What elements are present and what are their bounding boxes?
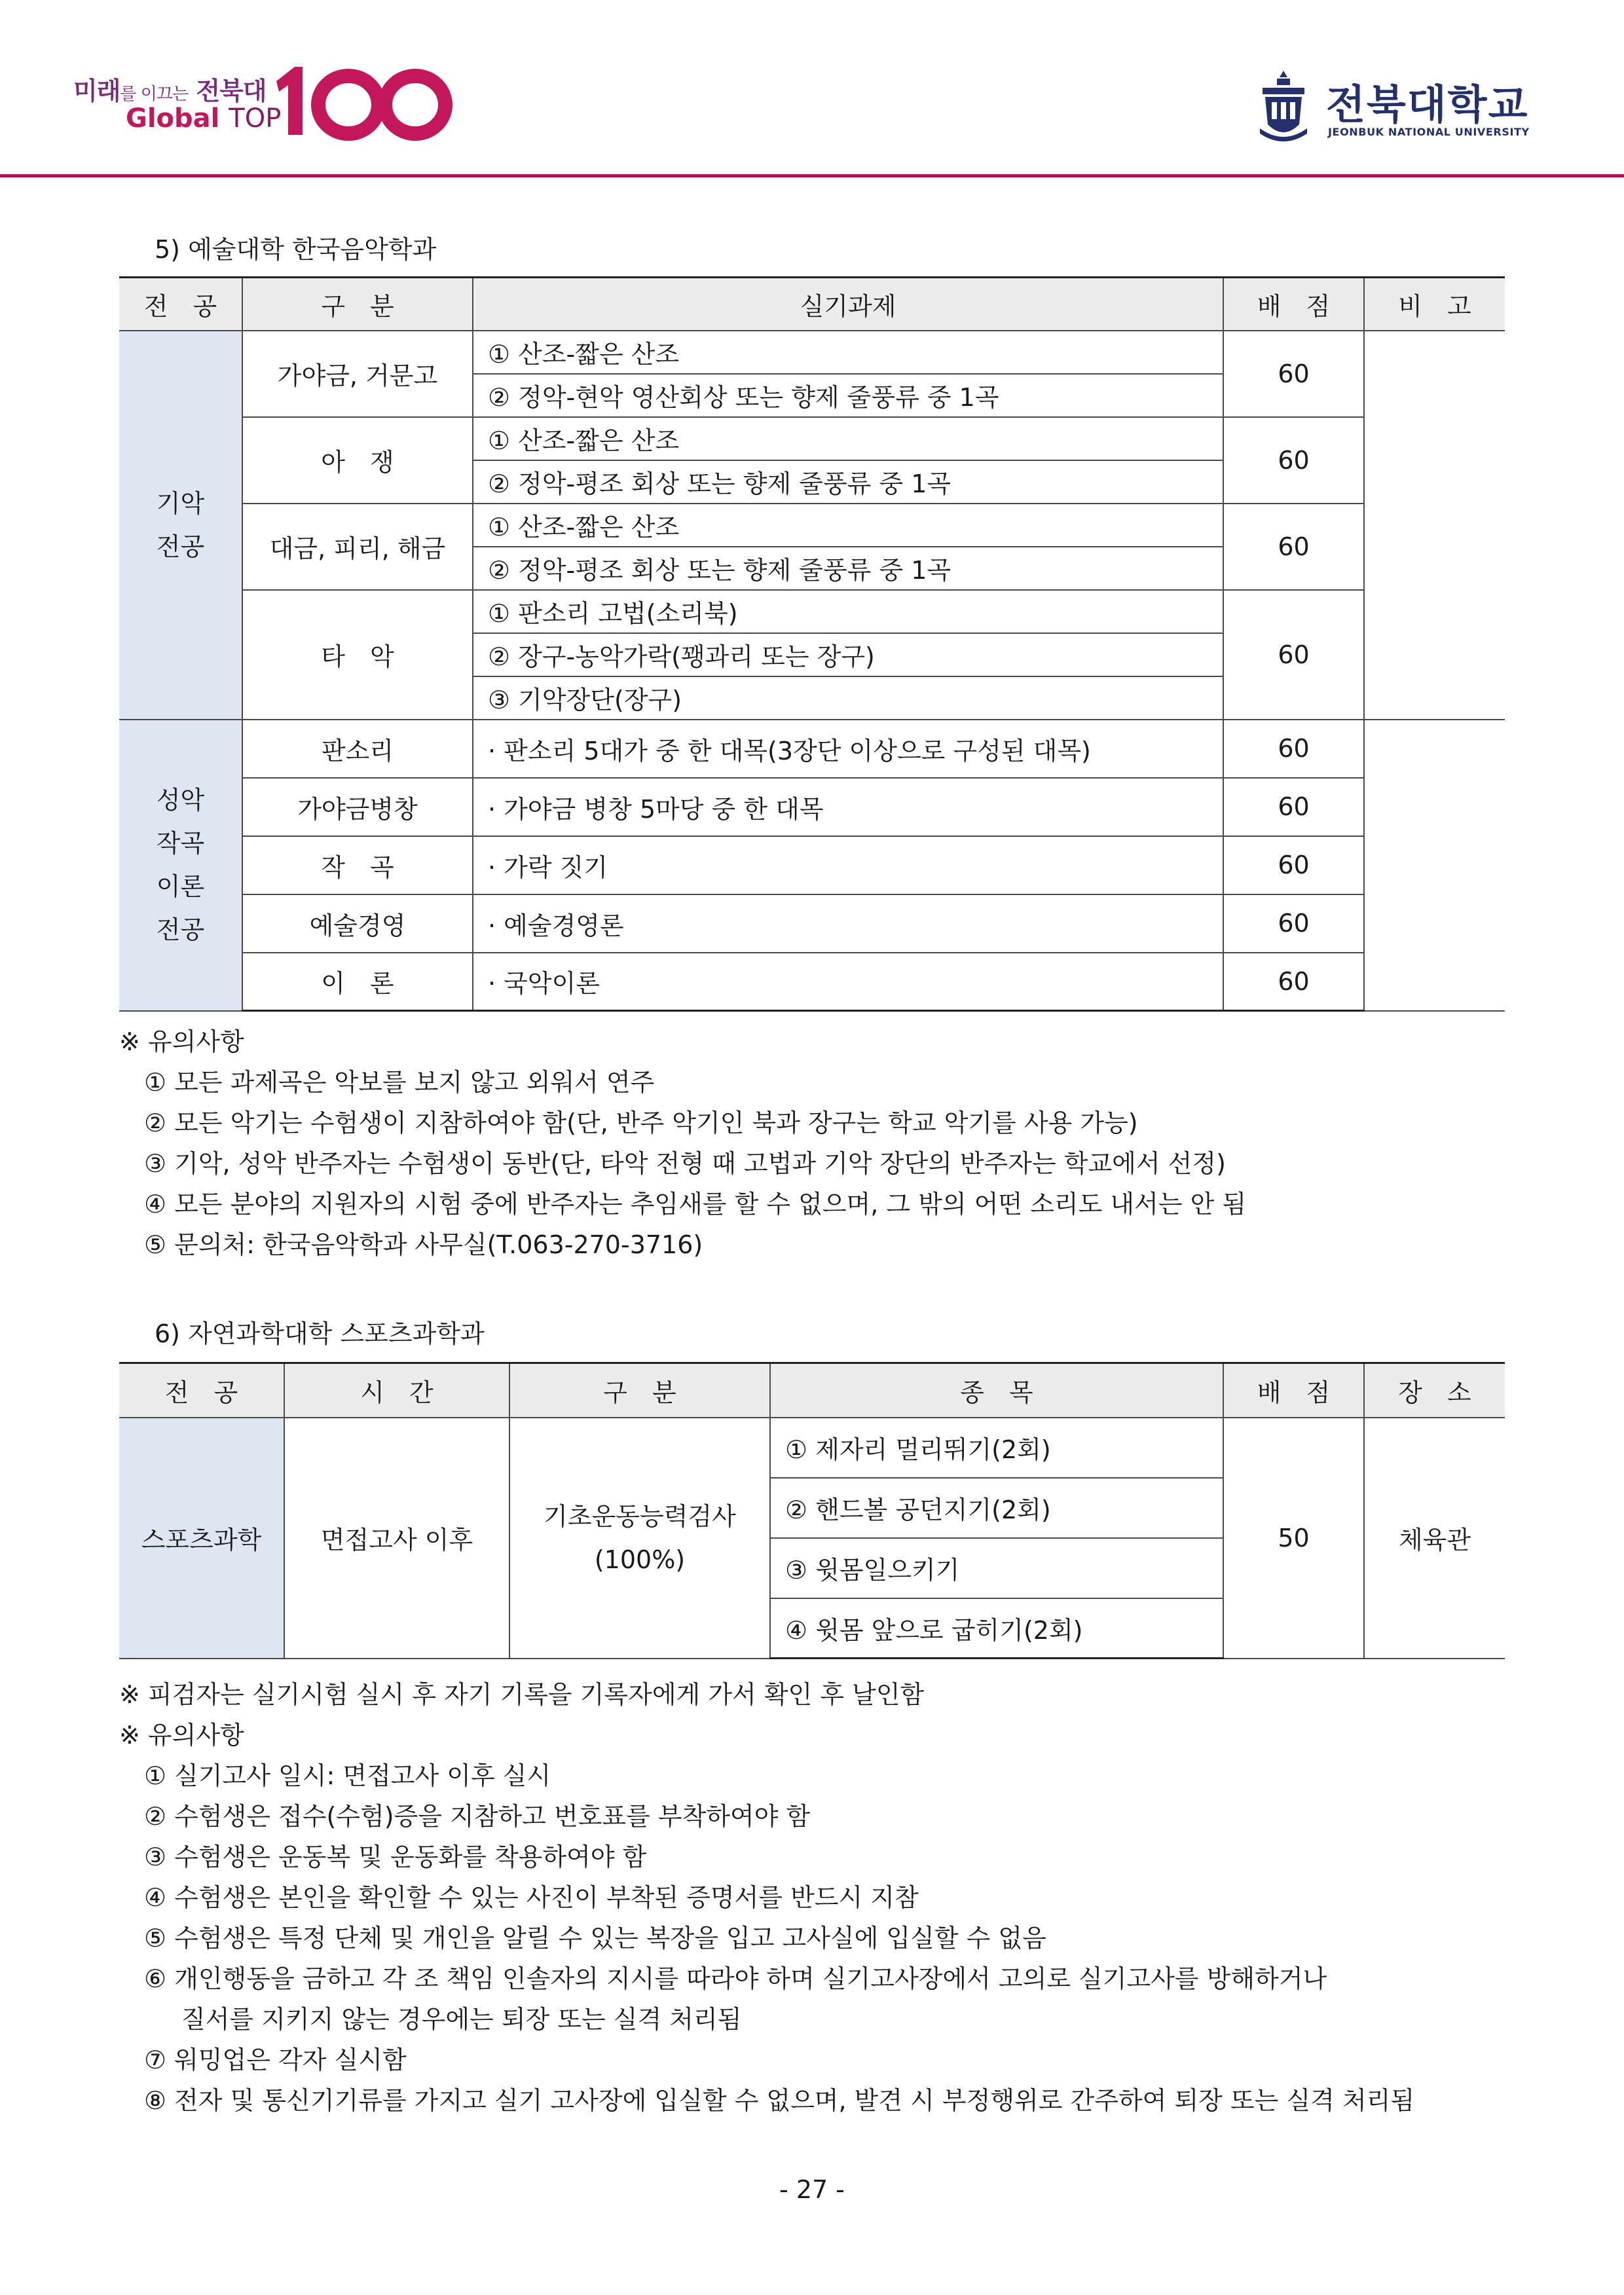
table-row (119, 331, 1505, 374)
header-category: 구 분 (242, 278, 473, 331)
note-item: ② 모든 악기는 수험생이 지참하여야 함(단, 반주 악기인 북과 장구는 학교 악기를 사용 가능) (144, 1109, 1138, 1137)
university-english-name: JEONBUK NATIONAL UNIVERSITY (1328, 126, 1530, 138)
header-divider (0, 174, 1624, 177)
note-item: ⑥ 개인행동을 금하고 각 조 책임 인솔자의 지시를 따라야 하며 실기고사장에서 고의로 실기고사를 방해하거나 (144, 1964, 1327, 1993)
major-instrumental: 기악 전공 (119, 331, 242, 720)
event-cell: ④ 윗몸 앞으로 굽히기(2회) (770, 1598, 1223, 1659)
note-item: ③ 기악, 성악 반주자는 수험생이 동반(단, 타악 전형 때 고법과 기악 장단의 반주자는 학교에서 선정) (144, 1149, 1226, 1178)
slogan-top: TOP (229, 103, 282, 134)
notes-title: ※ 유의사항 (119, 1027, 244, 1056)
category-cell: 아 쟁 (242, 417, 473, 504)
task-cell: · 국악이론 (473, 953, 1223, 1011)
score-cell: 60 (1223, 590, 1364, 720)
remark-cell (1364, 331, 1505, 720)
category-cell: 가야금, 거문고 (242, 331, 473, 417)
note-item: ⑦ 워밍업은 각자 실시함 (144, 2046, 407, 2074)
slogan-global: Global (126, 103, 220, 134)
music-notes (119, 1021, 1527, 1265)
task-cell: ② 정악-평조 회상 또는 향제 줄풍류 중 1곡 (473, 460, 1223, 504)
score-cell: 60 (1223, 953, 1364, 1011)
category-cell: 이 론 (242, 953, 473, 1011)
sports-notes (119, 1674, 1527, 2121)
table-row (119, 836, 1505, 894)
event-cell: ② 핸드볼 공던지기(2회) (770, 1478, 1223, 1538)
task-cell: ② 정악-현악 영산회상 또는 향제 줄풍류 중 1곡 (473, 374, 1223, 417)
score-cell: 60 (1223, 331, 1364, 417)
task-cell: · 가락 짓기 (473, 836, 1223, 894)
slogan-future: 미래 (73, 77, 120, 105)
university-emblem-icon (1257, 68, 1310, 141)
task-cell: ② 정악-평조 회상 또는 향제 줄풍류 중 1곡 (473, 547, 1223, 590)
category-cell: 판소리 (242, 720, 473, 778)
section-title-sports: 6) 자연과학대학 스포츠과학과 (155, 1319, 485, 1348)
university-logo (1257, 68, 1545, 147)
header-score: 배 점 (1223, 1363, 1364, 1418)
task-cell: ① 산조-짧은 산조 (473, 504, 1223, 547)
slogan-jbnu: 전북대 (196, 77, 267, 105)
task-cell: · 예술경영론 (473, 894, 1223, 953)
header-major: 전 공 (119, 278, 242, 331)
table-row (119, 504, 1505, 547)
major-vocal-composition-theory: 성악 작곡 이론 전공 (119, 720, 242, 1011)
category-cell: 타 악 (242, 590, 473, 720)
header-remark: 비 고 (1364, 278, 1505, 331)
notes-title: ※ 유의사항 (119, 1721, 244, 1750)
task-cell: · 가야금 병창 5마당 중 한 대목 (473, 778, 1223, 836)
score-cell: 60 (1223, 720, 1364, 778)
slogan-leading: 를 이끄는 (120, 84, 189, 104)
task-cell: ③ 기악장단(장구) (473, 676, 1223, 720)
task-cell: · 판소리 5대가 중 한 대목(3장단 이상으로 구성된 대목) (473, 720, 1223, 778)
score-cell: 50 (1223, 1418, 1364, 1659)
category-cell: 예술경영 (242, 894, 473, 953)
table-header-row (119, 1363, 1505, 1418)
slogan-logo (73, 65, 407, 138)
major-sports-science: 스포츠과학 (119, 1418, 284, 1659)
header-category: 구 분 (509, 1363, 770, 1418)
note-item-continued: 질서를 지키지 않는 경우에는 퇴장 또는 실격 처리됨 (181, 2005, 742, 2034)
sign-note: ※ 피검자는 실기시험 실시 후 자기 기록을 기록자에게 가서 확인 후 날인함 (119, 1680, 925, 1709)
score-cell: 60 (1223, 836, 1364, 894)
note-item: ② 수험생은 접수(수험)증을 지참하고 번호표를 부착하여야 함 (144, 1802, 811, 1831)
page-number: - 27 - (779, 2175, 845, 2204)
table-row (119, 590, 1505, 633)
header-major: 전 공 (119, 1363, 284, 1418)
note-item: ① 모든 과제곡은 악보를 보지 않고 외워서 연주 (144, 1068, 655, 1097)
note-item: ⑤ 문의처: 한국음악학과 사무실(T.063-270-3716) (144, 1230, 703, 1259)
event-cell: ③ 윗몸일으키기 (770, 1538, 1223, 1598)
event-cell: ① 제자리 멀리뛰기(2회) (770, 1418, 1223, 1478)
header-place: 장 소 (1364, 1363, 1505, 1418)
time-cell: 면접고사 이후 (284, 1418, 509, 1659)
header-time: 시 간 (284, 1363, 509, 1418)
task-cell: ① 판소리 고법(소리북) (473, 590, 1223, 633)
place-cell: 체육관 (1364, 1418, 1505, 1659)
category-cell: 작 곡 (242, 836, 473, 894)
note-item: ③ 수험생은 운동복 및 운동화를 착용하여야 함 (144, 1843, 647, 1871)
sports-exam-table (119, 1362, 1505, 1659)
note-item: ⑧ 전자 및 통신기기류를 가지고 실기 고사장에 입실할 수 없으며, 발견 시 부정행위로 간주하여 퇴장 또는 실격 처리됨 (144, 2086, 1415, 2115)
note-item: ④ 모든 분야의 지원자의 시험 중에 반주자는 추임새를 할 수 없으며, 그 밖의 어떤 소리도 내서는 안 됨 (144, 1190, 1247, 1219)
music-exam-table (119, 276, 1505, 1012)
table-row (119, 1418, 1505, 1478)
table-row (119, 894, 1505, 953)
task-cell: ① 산조-짧은 산조 (473, 331, 1223, 374)
university-name: 전북대학교 (1326, 81, 1529, 128)
page-header (0, 0, 1624, 177)
category-cell: 기초운동능력검사 (100%) (509, 1418, 770, 1659)
table-row (119, 778, 1505, 836)
task-cell: ① 산조-짧은 산조 (473, 417, 1223, 460)
top-100-logo-icon (270, 58, 466, 143)
section-title-music: 5) 예술대학 한국음악학과 (155, 235, 437, 264)
score-cell: 60 (1223, 417, 1364, 504)
header-task: 실기과제 (473, 278, 1223, 331)
remark-cell (1364, 720, 1505, 1011)
header-score: 배 점 (1223, 278, 1364, 331)
header-event: 종 목 (770, 1363, 1223, 1418)
table-header-row (119, 278, 1505, 331)
score-cell: 60 (1223, 778, 1364, 836)
table-row (119, 953, 1505, 1011)
note-item: ① 실기고사 일시: 면접고사 이후 실시 (144, 1761, 551, 1790)
note-item: ⑤ 수험생은 특정 단체 및 개인을 알릴 수 있는 복장을 입고 고사실에 입실할 수 없음 (144, 1924, 1046, 1953)
task-cell: ② 장구-농악가락(꽹과리 또는 장구) (473, 633, 1223, 676)
category-cell: 가야금병창 (242, 778, 473, 836)
score-cell: 60 (1223, 894, 1364, 953)
table-row (119, 720, 1505, 778)
table-row (119, 417, 1505, 460)
score-cell: 60 (1223, 504, 1364, 590)
category-cell: 대금, 피리, 해금 (242, 504, 473, 590)
note-item: ④ 수험생은 본인을 확인할 수 있는 사진이 부착된 증명서를 반드시 지참 (144, 1883, 919, 1912)
